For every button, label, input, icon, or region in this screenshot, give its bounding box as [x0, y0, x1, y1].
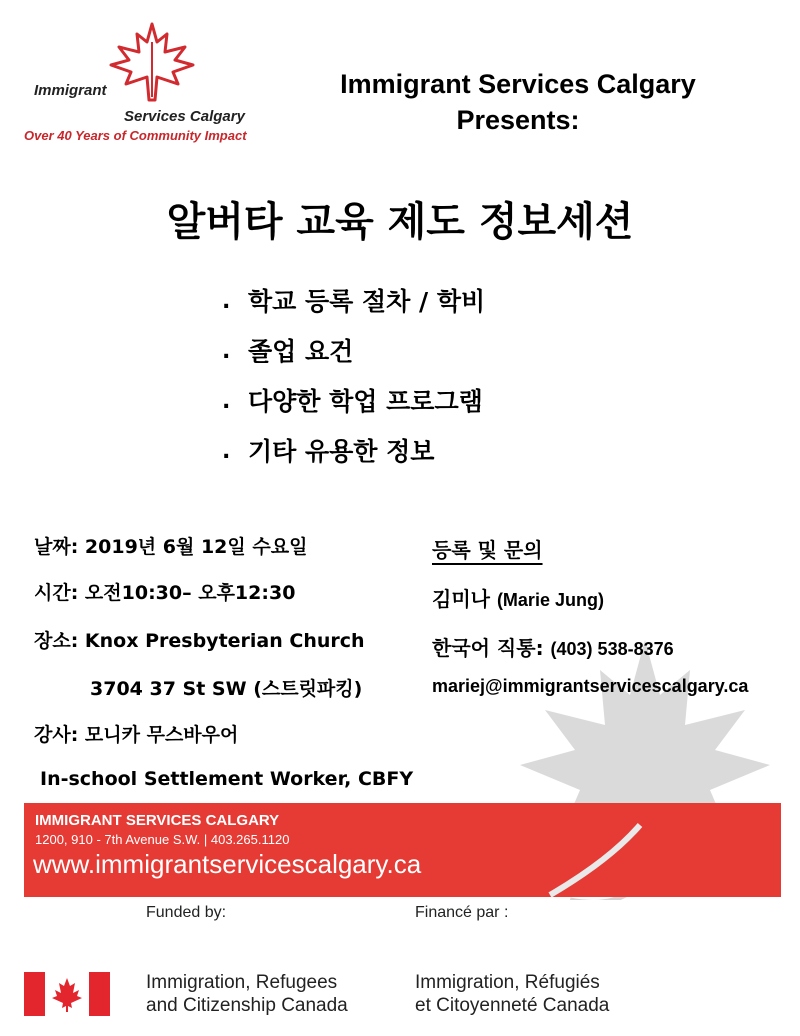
list-item: . 기타 유용한 정보 [222, 435, 485, 485]
logo-word-immigrant: Immigrant [34, 82, 107, 99]
finance-par-label: Financé par : [415, 904, 509, 921]
contact-name [432, 583, 604, 612]
event-date: 날짜: 2019년 6월 12일 수요일 [34, 536, 308, 558]
contact-email[interactable] [432, 673, 748, 697]
presenter-heading [300, 66, 736, 138]
funded-by-label: Funded by: [146, 904, 227, 921]
logo-tagline: Over 40 Years of Community Impact [24, 128, 247, 143]
topic-list [222, 285, 485, 485]
contact-name-english: (Marie Jung) [496, 590, 604, 610]
contact-phone [432, 632, 674, 661]
department-name-french: Immigration, Réfugiés et Citoyenneté Canada [415, 972, 610, 1016]
banner-address: 1200, 910 - 7th Avenue S.W. | 403.265.1120 [35, 832, 290, 847]
contact-phone-number[interactable]: (403) 538-8376 [550, 639, 674, 659]
list-item: . 다양한 학업 프로그램 [222, 385, 485, 435]
event-time: 시간: 오전10:30– 오후12:30 [34, 582, 296, 604]
organization-logo [22, 22, 252, 147]
maple-leaf-stem-icon [540, 820, 660, 900]
maple-leaf-logo-icon [107, 22, 197, 102]
presents-label: Presents: [456, 105, 580, 135]
presenter-name: Immigrant Services Calgary [340, 69, 696, 99]
page-title: 알버타 교육 제도 정보세션 [166, 199, 634, 245]
footer-banner [24, 803, 781, 897]
banner-organization: IMMIGRANT SERVICES CALGARY [35, 812, 280, 829]
canada-flag-icon [24, 972, 110, 1016]
bullet-icon: . [222, 389, 231, 414]
list-item: . 학교 등록 절차 / 학비 [222, 285, 485, 335]
contact-heading: 등록 및 문의 [432, 538, 543, 562]
logo-word-services-calgary: Services Calgary [124, 108, 245, 125]
bullet-icon: . [222, 439, 231, 464]
bullet-icon: . [222, 289, 231, 314]
speaker-role: In-school Settlement Worker, CBFY [40, 768, 414, 790]
contact-phone-label: 한국어 직통: [432, 636, 544, 660]
list-item: . 졸업 요건 [222, 335, 485, 385]
contact-name-korean: 김미나 [432, 587, 490, 611]
event-place: 장소: Knox Presbyterian Church [34, 630, 365, 652]
department-name-english: Immigration, Refugees and Citizenship Canada [146, 972, 348, 1016]
event-address: 3704 37 St SW (스트릿파킹) [90, 678, 363, 700]
banner-website-link[interactable]: www.immigrantservicescalgary.ca [33, 849, 422, 879]
event-speaker: 강사: 모니카 무스바우어 [34, 724, 239, 746]
contact-email-address[interactable]: mariej@immigrantservicescalgary.ca [432, 676, 749, 696]
bullet-icon: . [222, 339, 231, 364]
